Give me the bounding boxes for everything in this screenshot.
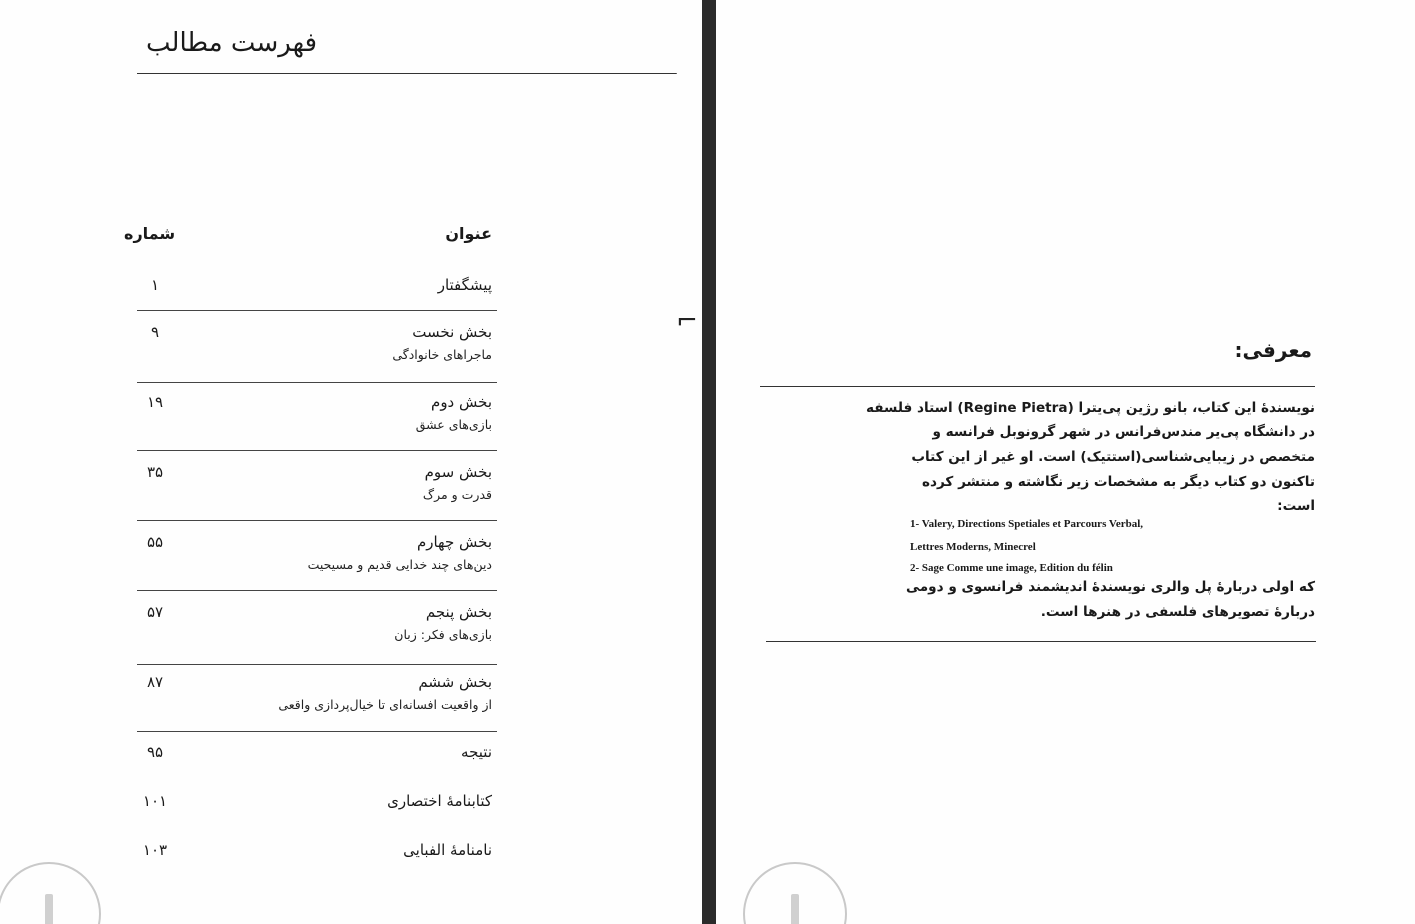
toc-entry-subtitle: قدرت و مرگ (422, 487, 492, 502)
toc-entry[interactable] (137, 323, 497, 383)
toc-entry[interactable] (137, 603, 497, 663)
toc-entry-page: ۱۹ (146, 393, 164, 411)
toc-entry-title: بخش نخست (412, 323, 492, 341)
toc-column-title: عنوان (445, 224, 492, 243)
toc-divider (137, 731, 497, 732)
intro-heading-rule (760, 386, 1315, 387)
intro-heading: معرفی: (1234, 338, 1312, 362)
toc-entry-page: ۱ (150, 276, 160, 294)
intro-closing-line: دربارهٔ تصویرهای فلسفی در هنرها است. (1040, 604, 1315, 620)
intro-bottom-rule (766, 641, 1316, 642)
toc-entry-title: بخش ششم (418, 673, 492, 691)
toc-entry-page: ۵۵ (146, 533, 164, 551)
toc-entry-page: ۹ (150, 323, 160, 341)
toc-entry-title: بخش چهارم (416, 533, 492, 551)
toc-entry-subtitle: بازی‌های فکر: زبان (394, 627, 492, 642)
toc-entry[interactable] (137, 673, 497, 733)
watermark-seal-bar (791, 894, 799, 924)
toc-entry-subtitle: دین‌های چند خدایی قدیم و مسیحیت (307, 557, 492, 572)
watermark-seal (743, 862, 847, 924)
toc-entry[interactable] (137, 393, 497, 453)
toc-entry-page: ۱۰۱ (142, 792, 168, 810)
intro-paragraph-line: تاکنون دو کتاب دیگر به مشخصات زیر نگاشته و منتشر کرده (921, 474, 1315, 490)
toc-title: فهرست مطالب (146, 28, 317, 58)
intro-paragraph-line: متخصص در زیبایی‌شناسی(استتیک) است. او غیر از این کتاب (911, 449, 1315, 465)
intro-reference: Lettres Moderns, Minecrel (910, 541, 1036, 553)
intro-page (716, 0, 1415, 924)
toc-divider (137, 450, 497, 451)
intro-reference: 2- Sage Comme une image, Edition du félin (910, 562, 1113, 574)
intro-paragraph-line: در دانشگاه پی‌یر مندس‌فرانس در شهر گرونوبل فرانسه و (932, 424, 1315, 440)
toc-entry-page: ۸۷ (146, 673, 164, 691)
toc-entry-title: بخش سوم (424, 463, 492, 481)
book-gutter (702, 0, 716, 924)
toc-entry-title: کتابنامهٔ اختصاری (387, 792, 492, 810)
page-edge-mark: ⌐ (676, 306, 698, 336)
toc-divider (137, 520, 497, 521)
toc-entry-subtitle: از واقعیت افسانه‌ای تا خیال‌پردازی واقعی (278, 697, 492, 712)
toc-title-rule (137, 73, 677, 74)
toc-column-number: شماره (124, 224, 176, 243)
toc-entry-subtitle: بازی‌های عشق (415, 417, 492, 432)
toc-page (0, 0, 702, 924)
toc-divider (137, 310, 497, 311)
toc-entry-title: پیشگفتار (437, 276, 492, 294)
toc-divider (137, 664, 497, 665)
toc-divider (137, 590, 497, 591)
toc-entry[interactable] (137, 463, 497, 523)
toc-entry-page: ۵۷ (146, 603, 164, 621)
toc-entry-page: ۹۵ (146, 743, 164, 761)
toc-entry[interactable] (137, 841, 497, 901)
watermark-seal (0, 862, 101, 924)
toc-entry-title: نامنامهٔ الفبایی (403, 841, 492, 859)
toc-entry[interactable] (137, 533, 497, 593)
intro-closing-line: که اولی دربارهٔ پل والری نویسندهٔ اندیشمند فرانسوی و دومی (906, 579, 1315, 595)
toc-entry-title: نتیجه (461, 743, 492, 761)
toc-entry-page: ۳۵ (146, 463, 164, 481)
intro-paragraph-line: است: (1277, 498, 1315, 514)
toc-entry-page: ۱۰۳ (142, 841, 168, 859)
toc-divider (137, 382, 497, 383)
intro-paragraph-line: نویسندهٔ این کتاب، بانو رژین پی‌یترا (Regine Pietra) استاد فلسفه (865, 400, 1315, 416)
toc-entry-title: بخش پنجم (425, 603, 492, 621)
toc-entry-subtitle: ماجراهای خانوادگی (392, 347, 492, 362)
toc-entry-title: بخش دوم (431, 393, 492, 411)
intro-reference: 1- Valery, Directions Spetiales et Parcours Verbal, (910, 518, 1144, 530)
watermark-seal-bar (45, 894, 53, 924)
